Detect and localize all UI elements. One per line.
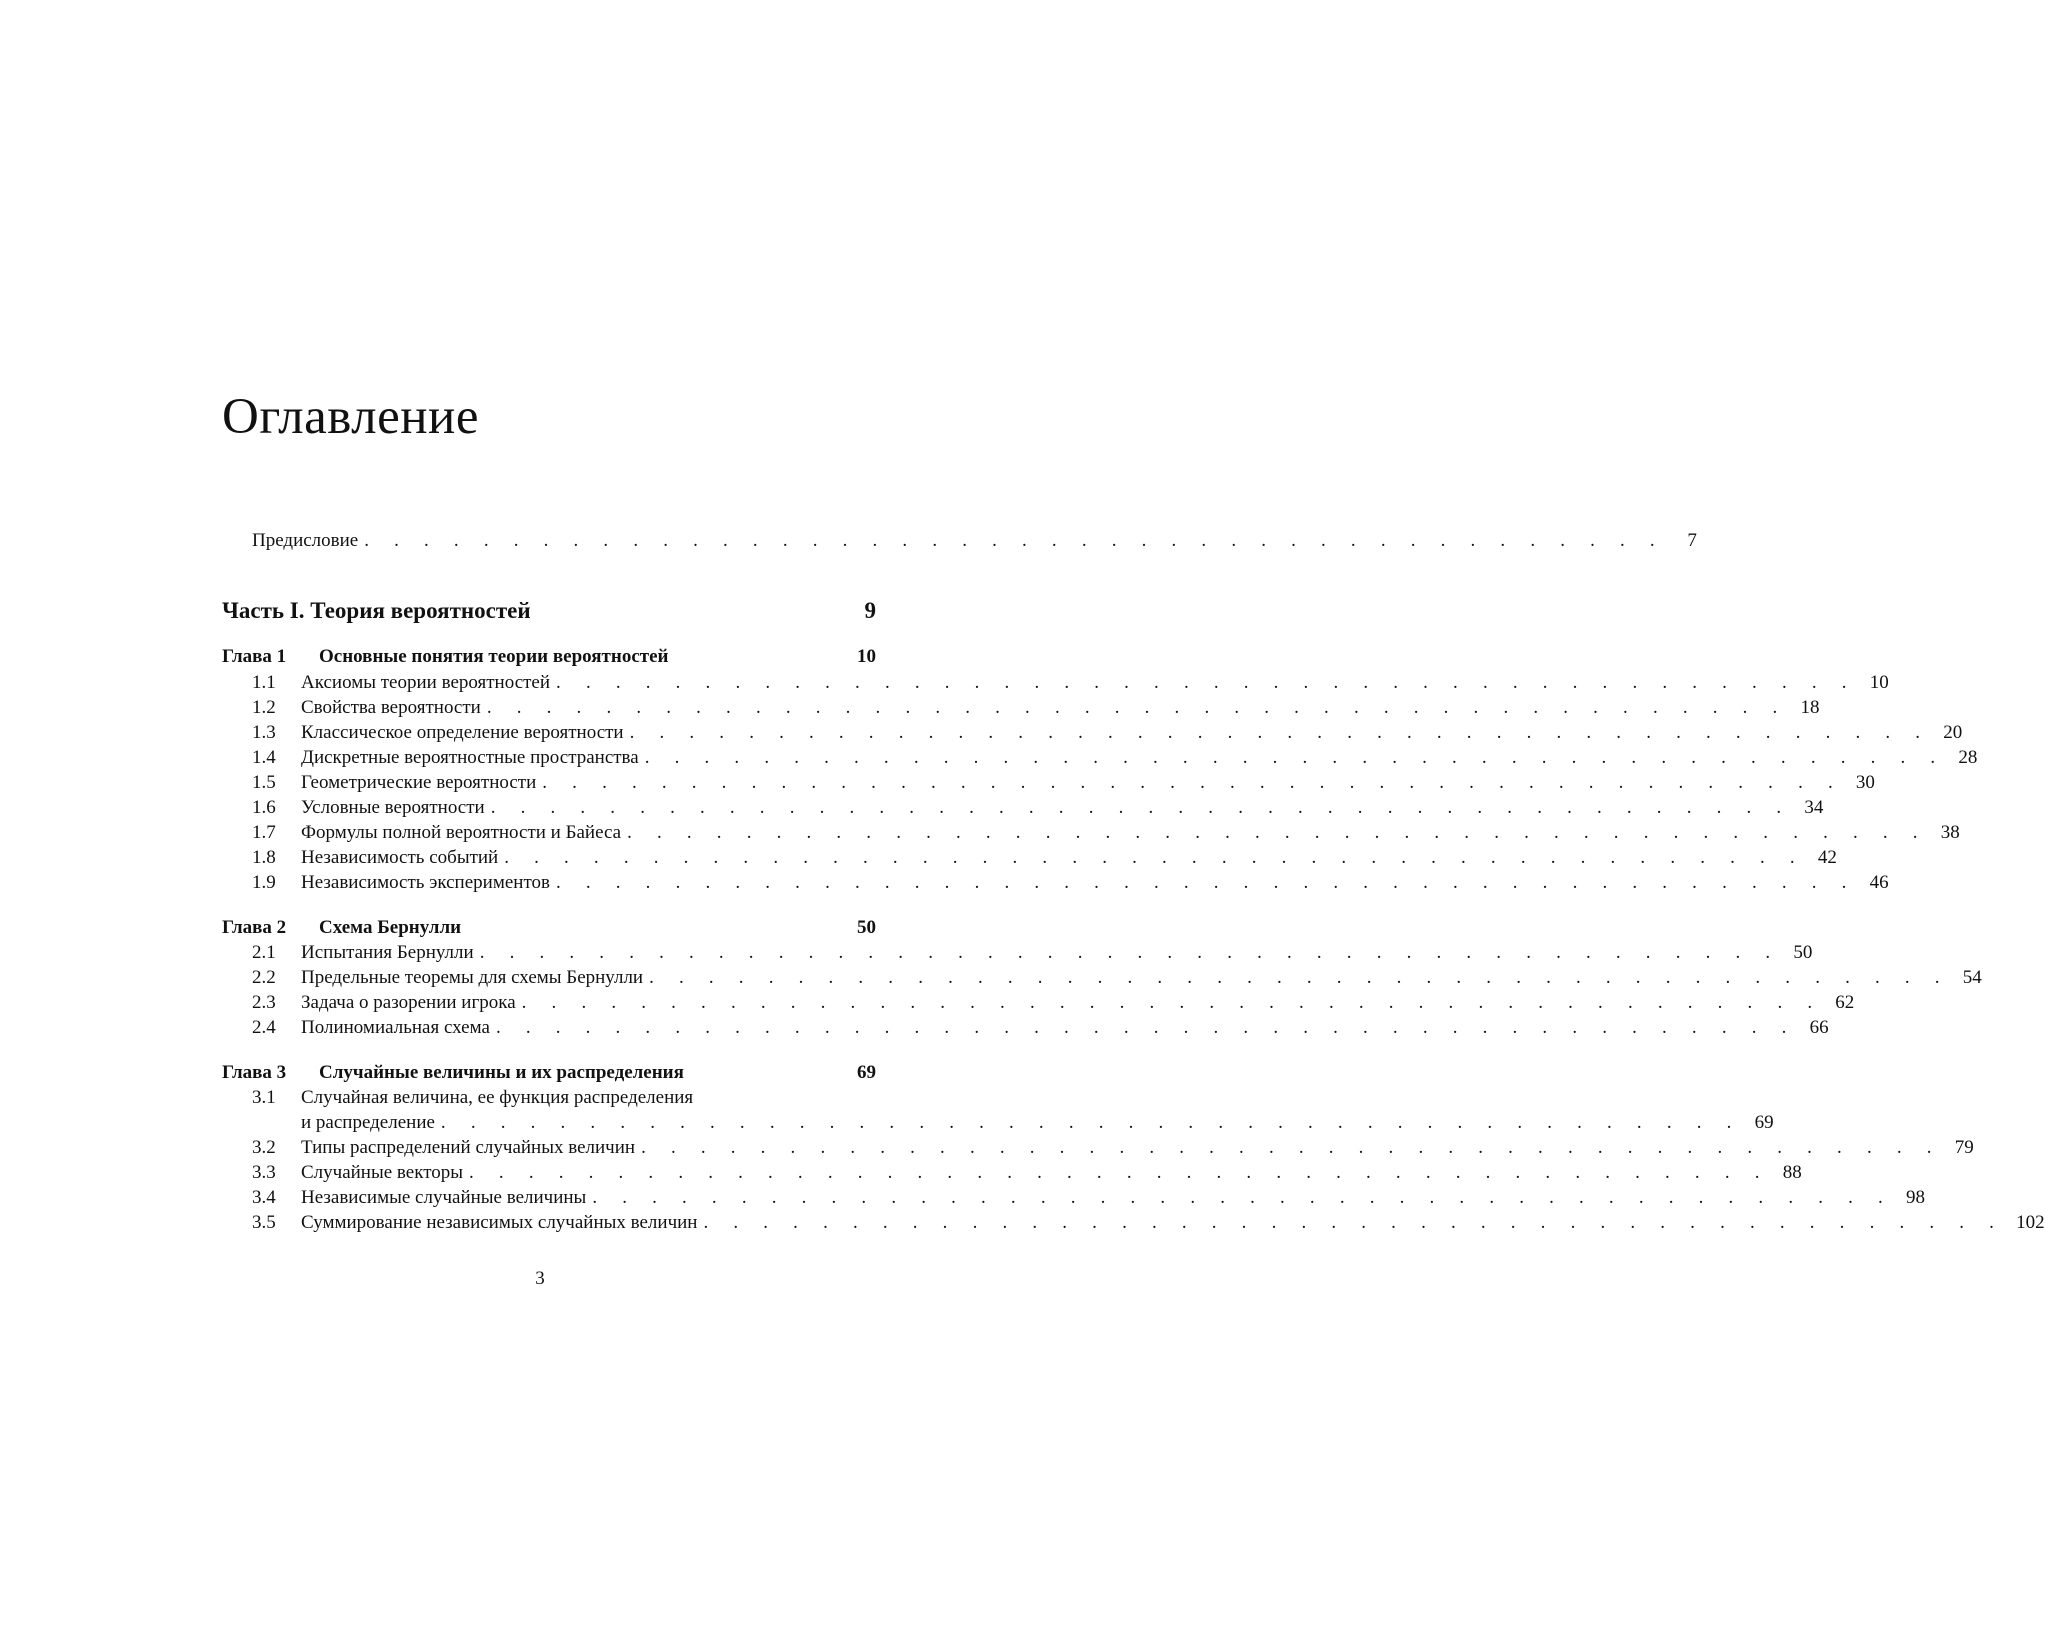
toc-leader: . . . . . . . . . . . . . . . . . . . . . . . . . . . . . . . . . . . . . . . . . . . . bbox=[542, 772, 1843, 793]
section-title: Геометрические вероятности bbox=[301, 772, 537, 793]
toc-section[interactable] bbox=[222, 940, 1813, 966]
toc-leader: . . . . . . . . . . . . . . . . . . . . . . . . . . . . . . . . . . . . . . . . . . . . bbox=[521, 992, 1823, 1013]
toc-chapter-1[interactable] bbox=[222, 644, 876, 670]
section-number: 2.3 bbox=[252, 992, 276, 1013]
toc-leader: . . . . . . . . . . . . . . . . . . . . . . . . . . . . . . . . . . . . . . . . . . . . bbox=[504, 847, 1805, 868]
section-page-number: 54 bbox=[1962, 967, 1982, 988]
toc-leader: . . . . . . . . . . . . . . . . . . . . . . . . . . . . . . . . . . . . . . . . . . . . bbox=[627, 822, 1928, 843]
toc-section[interactable] bbox=[222, 820, 1960, 846]
part-page-number: 9 bbox=[864, 598, 876, 623]
section-title: Суммирование независимых случайных величин bbox=[301, 1212, 698, 1233]
section-title: Формулы полной вероятности и Байеса bbox=[301, 822, 622, 843]
toc-leader: . . . . . . . . . . . . . . . . . . . . . . . . . . . . . . . . . . . . . . . . . . . . bbox=[440, 1112, 1742, 1133]
section-page-number: 42 bbox=[1817, 847, 1837, 868]
section-number: 1.8 bbox=[252, 847, 276, 868]
section-number: 3.2 bbox=[252, 1137, 276, 1158]
section-number: 1.2 bbox=[252, 697, 276, 718]
toc-leader: . . . . . . . . . . . . . . . . . . . . . . . . . . . . . . . . . . . . . . . . . . . . bbox=[703, 1212, 2005, 1233]
section-title: Независимость экспериментов bbox=[301, 872, 550, 893]
section-title: Полиномиальная схема bbox=[301, 1017, 490, 1038]
toc-section[interactable] bbox=[222, 845, 1837, 871]
section-page-number: 10 bbox=[1869, 672, 1889, 693]
section-title: Независимость событий bbox=[301, 847, 499, 868]
toc-leader: . . . . . . . . . . . . . . . . . . . . . . . . . . . . . . . . . . . . . . . . . . . . bbox=[495, 1017, 1797, 1038]
section-title: Классическое определение вероятности bbox=[301, 722, 624, 743]
toc-leader: . . . . . . . . . . . . . . . . . . . . . . . . . . . . . . . . . . . . . . . . . . . . bbox=[592, 1187, 1893, 1208]
toc-section[interactable] bbox=[222, 1185, 1925, 1211]
chapter-label: Глава 2 bbox=[222, 917, 287, 938]
toc-section[interactable] bbox=[222, 870, 1889, 896]
toc-leader: . . . . . . . . . . . . . . . . . . . . . . . . . . . . . . . . . . . . . . . . . . . . bbox=[479, 942, 1781, 963]
section-title: Аксиомы теории вероятностей bbox=[301, 672, 551, 693]
page-number: 3 bbox=[535, 1268, 545, 1289]
section-title: Задача о разорении игрока bbox=[301, 992, 516, 1013]
page-title: Оглавление bbox=[222, 389, 479, 445]
toc-section[interactable] bbox=[222, 965, 1982, 991]
toc-section[interactable] bbox=[222, 1210, 2045, 1236]
section-number: 3.4 bbox=[252, 1187, 276, 1208]
section-page-number: 38 bbox=[1940, 822, 1960, 843]
toc-leader: . . . . . . . . . . . . . . . . . . . . . . . . . . . . . . . . . . . . . . . . . . . . bbox=[556, 672, 1857, 693]
section-page-number: 62 bbox=[1835, 992, 1855, 1013]
section-number: 1.9 bbox=[252, 872, 276, 893]
toc-section[interactable] bbox=[222, 770, 1875, 796]
toc-chapter-3[interactable] bbox=[222, 1060, 876, 1086]
section-page-number: 102 bbox=[2016, 1212, 2045, 1233]
toc-leader: . . . . . . . . . . . . . . . . . . . . . . . . . . . . . . . . . . . . . . . . . . . . bbox=[469, 1162, 1770, 1183]
section-number: 3.1 bbox=[252, 1087, 276, 1108]
section-number: 3.3 bbox=[252, 1162, 276, 1183]
toc-section[interactable] bbox=[222, 1135, 1974, 1161]
section-title: Испытания Бернулли bbox=[301, 942, 474, 963]
section-page-number: 50 bbox=[1793, 942, 1813, 963]
toc-section[interactable] bbox=[222, 795, 1824, 821]
section-page-number: 46 bbox=[1869, 872, 1889, 893]
toc-leader: . . . . . . . . . . . . . . . . . . . . . . . . . . . . . . . . . . . . . . . . . . . . bbox=[644, 747, 1946, 768]
section-page-number: 79 bbox=[1954, 1137, 1974, 1158]
chapter-page-number: 69 bbox=[857, 1062, 876, 1083]
section-page-number: 34 bbox=[1804, 797, 1824, 818]
section-title: Предельные теоремы для схемы Бернулли bbox=[301, 967, 644, 988]
toc-entry-preface[interactable] bbox=[222, 528, 1697, 554]
section-title: Свойства вероятности bbox=[301, 697, 481, 718]
toc-section[interactable] bbox=[222, 695, 1820, 721]
chapter-page-number: 50 bbox=[857, 917, 876, 938]
chapter-title: Схема Бернулли bbox=[319, 917, 462, 938]
section-number: 1.4 bbox=[252, 747, 276, 768]
section-number: 1.6 bbox=[252, 797, 276, 818]
toc-leader: . . . . . . . . . . . . . . . . . . . . . . . . . . . . . . . . . . . . . . . . . . . . bbox=[486, 697, 1788, 718]
section-number: 2.2 bbox=[252, 967, 276, 988]
toc-section[interactable] bbox=[222, 720, 1963, 746]
chapter-title: Основные понятия теории вероятностей bbox=[319, 646, 669, 667]
section-page-number: 88 bbox=[1782, 1162, 1802, 1183]
toc-section[interactable] bbox=[222, 1160, 1802, 1186]
section-page-number: 20 bbox=[1943, 722, 1963, 743]
toc-leader: . . . . . . . . . . . . . . . . . . . . . . . . . . . . . . . . . . . . . . . . . . . . bbox=[364, 530, 1665, 551]
section-number: 2.4 bbox=[252, 1017, 276, 1038]
toc-leader: . . . . . . . . . . . . . . . . . . . . . . . . . . . . . . . . . . . . . . . . . . . . bbox=[629, 722, 1931, 743]
section-number: 1.7 bbox=[252, 822, 276, 843]
toc-leader: . . . . . . . . . . . . . . . . . . . . . . . . . . . . . . . . . . . . . . . . . . . . bbox=[555, 872, 1857, 893]
part-title: Часть I. Теория вероятностей bbox=[222, 598, 531, 623]
section-title-continuation: и распределение bbox=[301, 1112, 435, 1133]
section-title: Случайные векторы bbox=[301, 1162, 464, 1183]
section-number: 1.1 bbox=[252, 672, 276, 693]
toc-leader: . . . . . . . . . . . . . . . . . . . . . . . . . . . . . . . . . . . . . . . . . . . . bbox=[490, 797, 1792, 818]
toc-section[interactable] bbox=[222, 990, 1855, 1016]
toc-page-number: 7 bbox=[1687, 530, 1697, 551]
section-number: 1.3 bbox=[252, 722, 276, 743]
section-title: Дискретные вероятностные пространства bbox=[301, 747, 639, 768]
toc-section[interactable] bbox=[222, 1015, 1829, 1041]
toc-section[interactable] bbox=[222, 1085, 876, 1111]
section-title: Случайная величина, ее функция распределения bbox=[301, 1087, 694, 1108]
section-number: 3.5 bbox=[252, 1212, 276, 1233]
section-page-number: 18 bbox=[1800, 697, 1820, 718]
toc-part-1[interactable] bbox=[222, 596, 876, 626]
section-number: 1.5 bbox=[252, 772, 276, 793]
section-page-number: 66 bbox=[1809, 1017, 1829, 1038]
chapter-label: Глава 3 bbox=[222, 1062, 287, 1083]
section-page-number: 30 bbox=[1855, 772, 1875, 793]
section-title: Типы распределений случайных величин bbox=[301, 1137, 636, 1158]
chapter-title: Случайные величины и их распределения bbox=[319, 1062, 684, 1083]
section-number: 2.1 bbox=[252, 942, 276, 963]
toc-leader: . . . . . . . . . . . . . . . . . . . . . . . . . . . . . . . . . . . . . . . . . . . . bbox=[641, 1137, 1942, 1158]
section-page-number: 98 bbox=[1905, 1187, 1925, 1208]
section-title: Условные вероятности bbox=[301, 797, 485, 818]
toc-leader: . . . . . . . . . . . . . . . . . . . . . . . . . . . . . . . . . . . . . . . . . . . . bbox=[649, 967, 1950, 988]
section-title: Независимые случайные величины bbox=[301, 1187, 587, 1208]
toc-section[interactable] bbox=[222, 670, 1889, 696]
toc-entry-title: Предисловие bbox=[252, 530, 359, 551]
toc-section[interactable] bbox=[222, 745, 1978, 771]
toc-section-continuation[interactable] bbox=[222, 1110, 1774, 1136]
section-page-number: 69 bbox=[1754, 1112, 1774, 1133]
chapter-page-number: 10 bbox=[857, 646, 876, 667]
toc-chapter-2[interactable] bbox=[222, 915, 876, 941]
section-page-number: 28 bbox=[1958, 747, 1978, 768]
chapter-label: Глава 1 bbox=[222, 646, 287, 667]
